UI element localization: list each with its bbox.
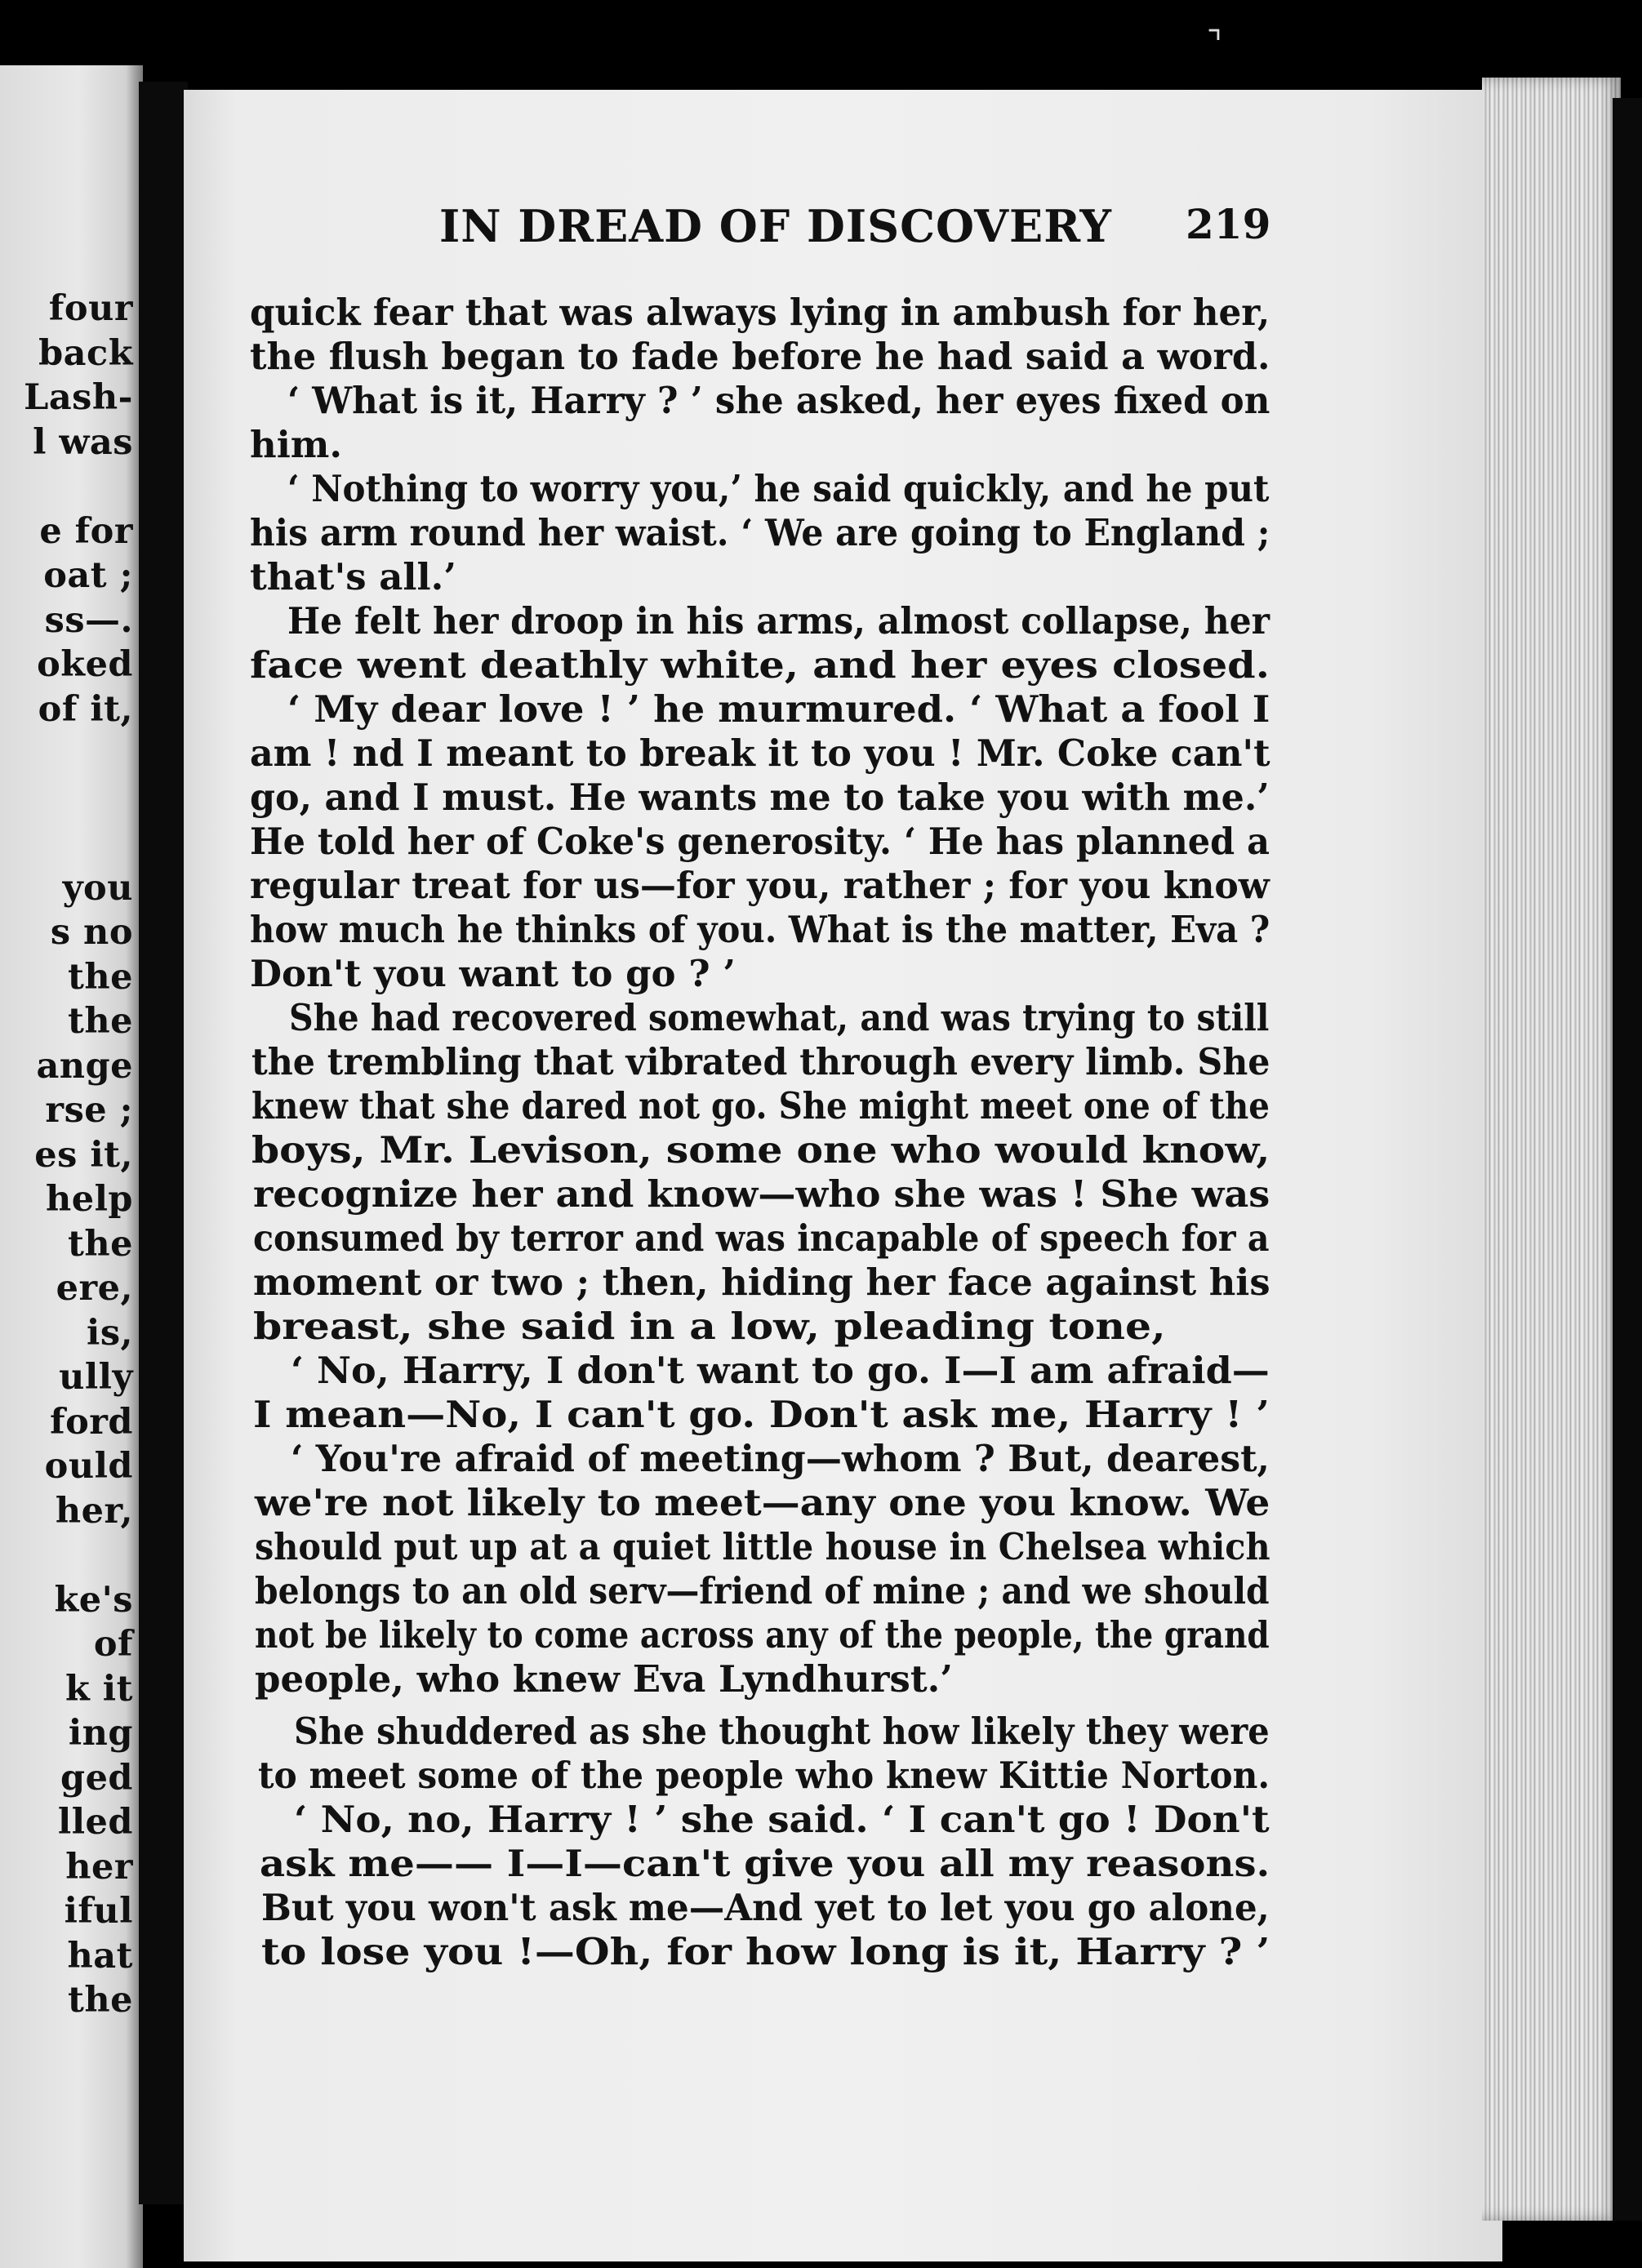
facing-page-line: back bbox=[38, 333, 133, 374]
facing-page bbox=[0, 65, 143, 2268]
facing-page-line: her bbox=[65, 1847, 133, 1888]
facing-page-line: oked bbox=[37, 644, 133, 685]
text-line: ‘ No, Harry, I don't want to go. I—I am afraid— bbox=[291, 1349, 1270, 1392]
text-line: moment or two ; then, hiding her face against his bbox=[253, 1261, 1270, 1304]
text-line: She had recovered somewhat, and was trying to still bbox=[289, 996, 1270, 1039]
facing-page-line: you bbox=[62, 868, 133, 909]
facing-page-line: of bbox=[93, 1624, 133, 1665]
facing-page-line: help bbox=[45, 1179, 133, 1220]
text-line: the flush began to fade before he had said a word. bbox=[250, 335, 1270, 378]
text-line: quick fear that was always lying in ambush for her, bbox=[250, 291, 1270, 334]
text-line: consumed by terror and was incapable of speech for a bbox=[253, 1216, 1270, 1260]
facing-page-line: ould bbox=[44, 1446, 133, 1487]
facing-page-line: of it, bbox=[38, 689, 133, 730]
text-line: breast, she said in a low, pleading tone, bbox=[253, 1305, 1166, 1348]
facing-page-line: the bbox=[68, 1980, 133, 2021]
facing-page-line: k it bbox=[65, 1669, 133, 1710]
facing-page-line: e for bbox=[39, 511, 133, 552]
facing-page-line: s no bbox=[50, 912, 133, 953]
text-line: boys, Mr. Levison, some one who would know, bbox=[251, 1128, 1270, 1172]
text-line: we're not likely to meet—any one you know. We bbox=[255, 1481, 1270, 1524]
facing-page-line: four bbox=[48, 288, 133, 329]
facing-page-line: rse ; bbox=[45, 1090, 133, 1131]
book-gutter bbox=[139, 82, 188, 2204]
text-line: to meet some of the people who knew Kittie Norton. bbox=[258, 1754, 1270, 1797]
text-line: face went deathly white, and her eyes closed. bbox=[250, 643, 1270, 687]
facing-page-line: the bbox=[68, 957, 133, 998]
text-line: recognize her and know—who she was ! She was bbox=[253, 1172, 1270, 1216]
scan-mark: ⌝ bbox=[1207, 24, 1222, 62]
text-line: knew that she dared not go. She might meet one of the bbox=[251, 1084, 1270, 1127]
text-line: go, and I must. He wants me to take you with me.’ bbox=[250, 776, 1270, 819]
text-line: belongs to an old serv—friend of mine ; and we should bbox=[255, 1569, 1270, 1612]
text-line: regular treat for us—for you, rather ; for you know bbox=[250, 864, 1270, 907]
facing-page-line: lled bbox=[57, 1802, 133, 1843]
facing-page-line: Lash- bbox=[24, 377, 133, 418]
text-line: should put up at a quiet little house in Chelsea which bbox=[255, 1525, 1270, 1568]
text-line: He told her of Coke's generosity. ‘ He has planned a bbox=[250, 820, 1270, 863]
facing-page-line: oat ; bbox=[43, 555, 133, 596]
facing-page-line: ing bbox=[68, 1713, 133, 1754]
text-line: He felt her droop in his arms, almost collapse, her bbox=[287, 599, 1270, 643]
facing-page-line: is, bbox=[86, 1313, 133, 1354]
text-line: people, who knew Eva Lyndhurst.’ bbox=[255, 1657, 953, 1701]
facing-page-line: ke's bbox=[54, 1580, 133, 1621]
running-head: IN DREAD OF DISCOVERY bbox=[439, 200, 1112, 252]
text-line: ‘ You're afraid of meeting—whom ? But, dearest, bbox=[291, 1437, 1270, 1480]
facing-page-line: es it, bbox=[34, 1135, 133, 1176]
text-line: ‘ No, no, Harry ! ’ she said. ‘ I can't go ! Don't bbox=[294, 1798, 1270, 1841]
text-line: not be likely to come across any of the people, the grand bbox=[255, 1613, 1270, 1657]
text-line: ‘ What is it, Harry ? ’ she asked, her eyes fixed on bbox=[287, 379, 1270, 422]
text-line: that's all.’ bbox=[250, 555, 456, 598]
facing-page-line: the bbox=[68, 1224, 133, 1265]
text-line: I mean—No, I can't go. Don't ask me, Harry ! ’ bbox=[253, 1393, 1270, 1436]
page-number: 219 bbox=[1186, 200, 1271, 248]
text-line: But you won't ask me—And yet to let you go alone, bbox=[261, 1886, 1270, 1929]
text-line: ask me—— I—I—can't give you all my reasons. bbox=[260, 1842, 1270, 1885]
text-line: ‘ Nothing to worry you,’ he said quickly, and he put bbox=[287, 467, 1270, 510]
text-line: his arm round her waist. ‘ We are going to England ; bbox=[250, 511, 1270, 554]
text-line: how much he thinks of you. What is the matter, Eva ? bbox=[250, 908, 1270, 951]
text-line: the trembling that vibrated through every limb. She bbox=[251, 1040, 1270, 1083]
facing-page-line: ged bbox=[60, 1758, 133, 1799]
facing-page-line: the bbox=[68, 1001, 133, 1042]
text-line: Don't you want to go ? ’ bbox=[250, 952, 736, 995]
page-edges-shadow bbox=[1613, 98, 1642, 2221]
facing-page-line: ully bbox=[59, 1357, 133, 1398]
text-line: to lose you !—Oh, for how long is it, Harry ? ’ bbox=[261, 1930, 1270, 1973]
facing-page-line: l was bbox=[33, 422, 133, 463]
page-edges bbox=[1482, 78, 1621, 2221]
facing-page-line: ford bbox=[50, 1402, 133, 1443]
facing-page-line: ere, bbox=[56, 1268, 133, 1309]
facing-page-line: hat bbox=[67, 1936, 133, 1977]
facing-page-line: her, bbox=[55, 1491, 133, 1532]
facing-page-line: ange bbox=[36, 1046, 133, 1087]
text-line: am ! nd I meant to break it to you ! Mr. Coke can't bbox=[250, 732, 1270, 775]
text-line: ‘ My dear love ! ’ he murmured. ‘ What a fool I bbox=[287, 687, 1270, 731]
text-line: him. bbox=[250, 423, 343, 466]
facing-page-line: iful bbox=[64, 1891, 133, 1932]
text-line: She shuddered as she thought how likely they were bbox=[294, 1710, 1270, 1753]
facing-page-line: ss—. bbox=[44, 600, 133, 641]
